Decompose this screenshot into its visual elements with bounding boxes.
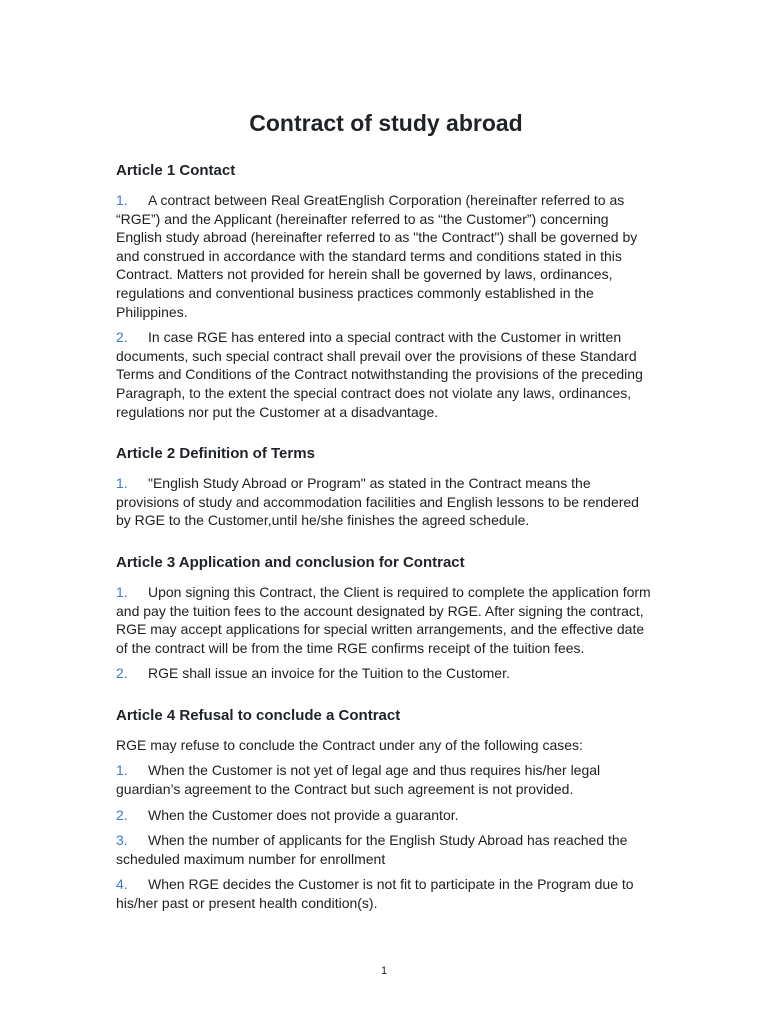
article-1 [116, 160, 656, 421]
paragraph-number: 2. [116, 665, 128, 682]
numbered-paragraph [116, 474, 656, 530]
numbered-paragraph [116, 806, 656, 825]
document-title: Contract of study abroad [249, 110, 523, 136]
paragraph-text: "English Study Abroad or Program" as stated in the Contract means the provisions of study and accommodation facilities and English lessons to be rendered by RGE to the Customer,until he/she finishes the agreed schedule. [116, 475, 639, 529]
paragraph-text: Upon signing this Contract, the Client is required to complete the application form and pay the tuition fees to the account designated by RGE. After signing the contract, RGE may accept applications for special written arrangements, and the effective date of the contract will be from the time RGE confirms receipt of the tuition fees. [116, 583, 651, 656]
article-heading: Article 1 Contact [116, 162, 236, 179]
article-2 [116, 443, 656, 530]
paragraph-text: When RGE decides the Customer is not fit to participate in the Program due to his/her past or present health condition(s). [116, 876, 634, 912]
article-heading: Article 3 Application and conclusion for Contract [116, 553, 465, 571]
numbered-paragraph [116, 831, 656, 868]
article-intro: RGE may refuse to conclude the Contract under any of the following cases: [116, 736, 583, 753]
article-4 [116, 705, 656, 913]
paragraph-text: In case RGE has entered into a special contract with the Customer in written documents, such special contract shall prevail over the provisions of these Standard Terms and Conditions of the Contract notwithstanding the provisions of the preceding Paragraph, to the extent the special contract does not violate any laws, ordinances, regulations nor put the Customer at a disadvantage. [116, 329, 643, 420]
paragraph-number: 3. [116, 832, 128, 849]
document-body [116, 160, 656, 920]
paragraph-number: 2. [116, 806, 128, 823]
paragraph-number: 1. [116, 583, 128, 600]
paragraph-number: 1. [116, 475, 128, 492]
paragraph-text: RGE shall issue an invoice for the Tuition to the Customer. [148, 665, 510, 682]
page-number: 1 [380, 965, 388, 977]
numbered-paragraph [116, 664, 656, 683]
numbered-paragraph [116, 875, 656, 912]
article-3 [116, 552, 656, 683]
numbered-paragraph [116, 328, 656, 421]
numbered-paragraph [116, 583, 656, 657]
paragraph-text: A contract between Real GreatEnglish Corporation (hereinafter referred to as “RGE”) and the Applicant (hereinafter referred to as “the Customer”) concerning English study abroad (hereinafter referred to as "the Contract") shall be governed by and construed in accordance with the standard terms and conditions stated in this Contract. Matters not provided for herein shall be governed by laws, ordinances, regulations and conventional business practices commonly established in the Philippines. [116, 192, 638, 320]
paragraph-number: 2. [116, 329, 128, 346]
paragraph-number: 1. [116, 192, 128, 208]
numbered-paragraph [116, 761, 656, 798]
paragraph-text: When the number of applicants for the English Study Abroad has reached the scheduled maximum number for enrollment [116, 832, 628, 867]
paragraph-text: When the Customer is not yet of legal age and thus requires his/her legal guardian’s agreement to the Contract but such agreement is not provided. [116, 762, 601, 798]
article-heading: Article 2 Definition of Terms [116, 445, 315, 463]
paragraph-number: 1. [116, 762, 128, 779]
article-heading: Article 4 Refusal to conclude a Contract [116, 706, 401, 724]
paragraph-number: 4. [116, 876, 128, 893]
numbered-paragraph [116, 191, 656, 321]
paragraph-text: When the Customer does not provide a guarantor. [148, 806, 459, 823]
